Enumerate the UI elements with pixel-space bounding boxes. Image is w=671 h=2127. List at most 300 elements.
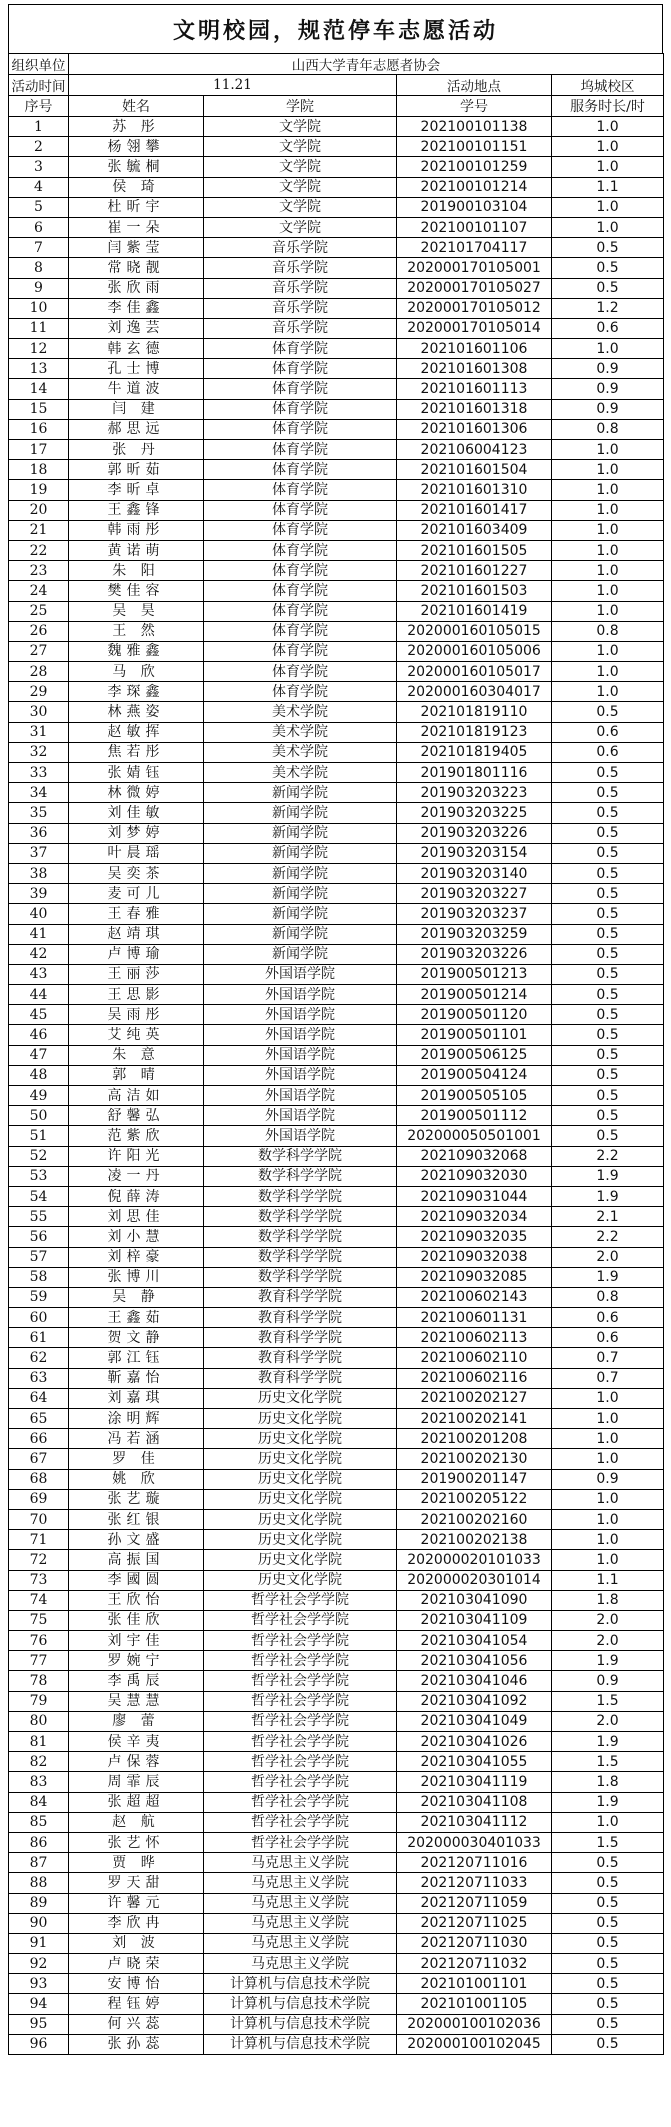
table-row bbox=[9, 1590, 664, 1610]
row-number: 51 bbox=[9, 1126, 69, 1146]
row-number: 54 bbox=[9, 1186, 69, 1206]
student-name: 许馨元 bbox=[69, 1893, 204, 1913]
student-id: 201903203226 bbox=[397, 823, 552, 843]
service-hours: 2.0 bbox=[552, 1247, 664, 1267]
row-number: 56 bbox=[9, 1227, 69, 1247]
college: 教育科学学院 bbox=[204, 1287, 397, 1307]
student-name: 王鑫茹 bbox=[69, 1308, 204, 1328]
student-name: 侯辛夷 bbox=[69, 1732, 204, 1752]
row-number: 80 bbox=[9, 1711, 69, 1731]
college: 马克思主义学院 bbox=[204, 1954, 397, 1974]
student-id: 202000170105014 bbox=[397, 318, 552, 338]
row-number: 68 bbox=[9, 1469, 69, 1489]
row-number: 28 bbox=[9, 662, 69, 682]
student-name: 张佳欣 bbox=[69, 1610, 204, 1630]
student-id: 202000170105012 bbox=[397, 298, 552, 318]
student-id: 202101001105 bbox=[397, 1994, 552, 2014]
service-hours: 0.8 bbox=[552, 1287, 664, 1307]
service-hours: 0.5 bbox=[552, 238, 664, 258]
student-name: 吴 静 bbox=[69, 1287, 204, 1307]
college: 外国语学院 bbox=[204, 1106, 397, 1126]
student-id: 201900506125 bbox=[397, 1045, 552, 1065]
student-name: 吴雨彤 bbox=[69, 1005, 204, 1025]
service-hours: 2.1 bbox=[552, 1207, 664, 1227]
college: 体育学院 bbox=[204, 480, 397, 500]
table-row bbox=[9, 1752, 664, 1772]
student-name: 刘宇佳 bbox=[69, 1631, 204, 1651]
table-row bbox=[9, 440, 664, 460]
service-hours: 2.0 bbox=[552, 1711, 664, 1731]
student-name: 张婧钰 bbox=[69, 763, 204, 783]
row-number: 73 bbox=[9, 1570, 69, 1590]
student-name: 黄诺萌 bbox=[69, 540, 204, 560]
row-number: 61 bbox=[9, 1328, 69, 1348]
student-name: 赵 航 bbox=[69, 1812, 204, 1832]
table-row bbox=[9, 1994, 664, 2014]
service-hours: 0.5 bbox=[552, 1954, 664, 1974]
student-id: 202100101214 bbox=[397, 177, 552, 197]
table-row bbox=[9, 682, 664, 702]
student-name: 程钰婷 bbox=[69, 1994, 204, 2014]
student-name: 刘逸芸 bbox=[69, 318, 204, 338]
student-id: 202000100102045 bbox=[397, 2034, 552, 2054]
college: 教育科学学院 bbox=[204, 1368, 397, 1388]
student-name: 王春雅 bbox=[69, 904, 204, 924]
row-number: 79 bbox=[9, 1691, 69, 1711]
student-name: 刘小慧 bbox=[69, 1227, 204, 1247]
table-row bbox=[9, 1146, 664, 1166]
college: 音乐学院 bbox=[204, 258, 397, 278]
row-number: 3 bbox=[9, 157, 69, 177]
service-hours: 0.5 bbox=[552, 904, 664, 924]
row-number: 95 bbox=[9, 2014, 69, 2034]
service-hours: 0.6 bbox=[552, 742, 664, 762]
student-id: 202103041055 bbox=[397, 1752, 552, 1772]
table-row bbox=[9, 1267, 664, 1287]
student-name: 朱 意 bbox=[69, 1045, 204, 1065]
row-number: 47 bbox=[9, 1045, 69, 1065]
college: 历史文化学院 bbox=[204, 1449, 397, 1469]
row-number: 94 bbox=[9, 1994, 69, 2014]
row-number: 23 bbox=[9, 561, 69, 581]
table-row bbox=[9, 1631, 664, 1651]
college: 历史文化学院 bbox=[204, 1409, 397, 1429]
service-hours: 1.1 bbox=[552, 1570, 664, 1590]
college: 哲学社会学学院 bbox=[204, 1792, 397, 1812]
college: 计算机与信息技术学院 bbox=[204, 2034, 397, 2054]
student-name: 贺文静 bbox=[69, 1328, 204, 1348]
service-hours: 0.5 bbox=[552, 1086, 664, 1106]
service-hours: 0.8 bbox=[552, 419, 664, 439]
row-number: 82 bbox=[9, 1752, 69, 1772]
college: 马克思主义学院 bbox=[204, 1853, 397, 1873]
service-hours: 0.5 bbox=[552, 1106, 664, 1126]
student-name: 张红银 bbox=[69, 1509, 204, 1529]
row-number: 90 bbox=[9, 1913, 69, 1933]
student-id: 202100602143 bbox=[397, 1287, 552, 1307]
student-name: 刘嘉琪 bbox=[69, 1388, 204, 1408]
student-id: 202100202130 bbox=[397, 1449, 552, 1469]
table-row bbox=[9, 500, 664, 520]
student-id: 202103041049 bbox=[397, 1711, 552, 1731]
college: 哲学社会学学院 bbox=[204, 1651, 397, 1671]
table-row bbox=[9, 1166, 664, 1186]
service-hours: 1.1 bbox=[552, 177, 664, 197]
row-number: 11 bbox=[9, 318, 69, 338]
table-row bbox=[9, 904, 664, 924]
student-name: 张艺怀 bbox=[69, 1832, 204, 1852]
row-number: 75 bbox=[9, 1610, 69, 1630]
row-number: 37 bbox=[9, 843, 69, 863]
student-id: 202101601306 bbox=[397, 419, 552, 439]
student-id: 202100602113 bbox=[397, 1328, 552, 1348]
row-number: 91 bbox=[9, 1933, 69, 1953]
student-name: 朱 阳 bbox=[69, 561, 204, 581]
service-hours: 1.0 bbox=[552, 440, 664, 460]
student-name: 李國圆 bbox=[69, 1570, 204, 1590]
student-id: 202103041109 bbox=[397, 1610, 552, 1630]
college: 体育学院 bbox=[204, 601, 397, 621]
row-number: 55 bbox=[9, 1207, 69, 1227]
student-name: 郭 晴 bbox=[69, 1065, 204, 1085]
table-row bbox=[9, 1711, 664, 1731]
service-hours: 0.5 bbox=[552, 1873, 664, 1893]
student-name: 林微婷 bbox=[69, 783, 204, 803]
service-hours: 0.6 bbox=[552, 318, 664, 338]
service-hours: 1.0 bbox=[552, 1449, 664, 1469]
row-number: 17 bbox=[9, 440, 69, 460]
service-hours: 0.5 bbox=[552, 1005, 664, 1025]
student-name: 罗婉宁 bbox=[69, 1651, 204, 1671]
student-id: 202000160105015 bbox=[397, 621, 552, 641]
student-id: 202109032085 bbox=[397, 1267, 552, 1287]
table-row bbox=[9, 561, 664, 581]
college: 计算机与信息技术学院 bbox=[204, 1994, 397, 2014]
service-hours: 0.8 bbox=[552, 621, 664, 641]
student-id: 202103041056 bbox=[397, 1651, 552, 1671]
student-name: 张艺璇 bbox=[69, 1489, 204, 1509]
college: 历史文化学院 bbox=[204, 1550, 397, 1570]
table-row bbox=[9, 1974, 664, 1994]
college: 哲学社会学学院 bbox=[204, 1832, 397, 1852]
student-name: 卢保蓉 bbox=[69, 1752, 204, 1772]
student-name: 李琛鑫 bbox=[69, 682, 204, 702]
row-number: 41 bbox=[9, 924, 69, 944]
table-row bbox=[9, 258, 664, 278]
student-id: 202101819110 bbox=[397, 702, 552, 722]
table-row bbox=[9, 1933, 664, 1953]
student-id: 202000160105006 bbox=[397, 641, 552, 661]
row-number: 7 bbox=[9, 238, 69, 258]
student-id: 202101601310 bbox=[397, 480, 552, 500]
student-id: 202101601308 bbox=[397, 359, 552, 379]
student-id: 202100202141 bbox=[397, 1409, 552, 1429]
student-id: 202101601417 bbox=[397, 500, 552, 520]
row-number: 93 bbox=[9, 1974, 69, 1994]
row-number: 31 bbox=[9, 722, 69, 742]
student-id: 202103041108 bbox=[397, 1792, 552, 1812]
row-number: 58 bbox=[9, 1267, 69, 1287]
student-id: 201903203225 bbox=[397, 803, 552, 823]
student-name: 吴慧慧 bbox=[69, 1691, 204, 1711]
table-row bbox=[9, 924, 664, 944]
table-row bbox=[9, 783, 664, 803]
college: 体育学院 bbox=[204, 662, 397, 682]
row-number: 53 bbox=[9, 1166, 69, 1186]
college: 体育学院 bbox=[204, 561, 397, 581]
service-hours: 1.0 bbox=[552, 682, 664, 702]
student-name: 安博怡 bbox=[69, 1974, 204, 1994]
service-hours: 1.0 bbox=[552, 1550, 664, 1570]
table-row bbox=[9, 1025, 664, 1045]
table-row bbox=[9, 238, 664, 258]
student-name: 刘梦婷 bbox=[69, 823, 204, 843]
table-row bbox=[9, 985, 664, 1005]
student-id: 202109032038 bbox=[397, 1247, 552, 1267]
student-name: 许阳光 bbox=[69, 1146, 204, 1166]
college: 外国语学院 bbox=[204, 964, 397, 984]
college: 体育学院 bbox=[204, 379, 397, 399]
student-id: 201900505105 bbox=[397, 1086, 552, 1106]
student-id: 202101601503 bbox=[397, 581, 552, 601]
student-name: 贾 晔 bbox=[69, 1853, 204, 1873]
college: 音乐学院 bbox=[204, 318, 397, 338]
student-name: 常晓靓 bbox=[69, 258, 204, 278]
service-hours: 1.0 bbox=[552, 1509, 664, 1529]
college: 历史文化学院 bbox=[204, 1530, 397, 1550]
college: 哲学社会学学院 bbox=[204, 1610, 397, 1630]
table-row bbox=[9, 1086, 664, 1106]
student-name: 张 丹 bbox=[69, 440, 204, 460]
row-number: 62 bbox=[9, 1348, 69, 1368]
college: 外国语学院 bbox=[204, 1045, 397, 1065]
row-number: 33 bbox=[9, 763, 69, 783]
student-id: 202000170105027 bbox=[397, 278, 552, 298]
service-hours: 0.6 bbox=[552, 1328, 664, 1348]
college: 哲学社会学学院 bbox=[204, 1631, 397, 1651]
row-number: 35 bbox=[9, 803, 69, 823]
table-row bbox=[9, 217, 664, 237]
row-number: 74 bbox=[9, 1590, 69, 1610]
row-number: 85 bbox=[9, 1812, 69, 1832]
service-hours: 0.5 bbox=[552, 1853, 664, 1873]
service-hours: 0.5 bbox=[552, 1913, 664, 1933]
student-id: 202000050501001 bbox=[397, 1126, 552, 1146]
college: 数学科学学院 bbox=[204, 1267, 397, 1287]
service-hours: 1.9 bbox=[552, 1186, 664, 1206]
college: 新闻学院 bbox=[204, 843, 397, 863]
table-row bbox=[9, 1005, 664, 1025]
college: 新闻学院 bbox=[204, 944, 397, 964]
table-row bbox=[9, 581, 664, 601]
table-row bbox=[9, 601, 664, 621]
student-id: 202100201208 bbox=[397, 1429, 552, 1449]
table-row bbox=[9, 662, 664, 682]
table-row bbox=[9, 944, 664, 964]
row-number: 21 bbox=[9, 520, 69, 540]
row-number: 14 bbox=[9, 379, 69, 399]
college: 数学科学学院 bbox=[204, 1166, 397, 1186]
college: 数学科学学院 bbox=[204, 1227, 397, 1247]
table-row bbox=[9, 1691, 664, 1711]
table-row bbox=[9, 1570, 664, 1590]
service-hours: 0.9 bbox=[552, 359, 664, 379]
service-hours: 1.9 bbox=[552, 1792, 664, 1812]
service-hours: 1.0 bbox=[552, 500, 664, 520]
student-id: 202101601504 bbox=[397, 460, 552, 480]
student-name: 李佳鑫 bbox=[69, 298, 204, 318]
row-number: 46 bbox=[9, 1025, 69, 1045]
student-name: 王思影 bbox=[69, 985, 204, 1005]
table-row bbox=[9, 318, 664, 338]
service-hours: 0.5 bbox=[552, 884, 664, 904]
table-row bbox=[9, 803, 664, 823]
table-row bbox=[9, 1509, 664, 1529]
table-row bbox=[9, 419, 664, 439]
service-hours: 1.0 bbox=[552, 520, 664, 540]
student-name: 王鑫锋 bbox=[69, 500, 204, 520]
volunteer-sheet bbox=[8, 4, 663, 2055]
service-hours: 0.5 bbox=[552, 1994, 664, 2014]
service-hours: 0.9 bbox=[552, 1671, 664, 1691]
table-row bbox=[9, 1954, 664, 1974]
service-hours: 0.5 bbox=[552, 823, 664, 843]
place-label: 活动地点 bbox=[397, 75, 552, 96]
student-id: 201900501112 bbox=[397, 1106, 552, 1126]
student-name: 高洁如 bbox=[69, 1086, 204, 1106]
college: 外国语学院 bbox=[204, 985, 397, 1005]
student-id: 201903203154 bbox=[397, 843, 552, 863]
row-number: 4 bbox=[9, 177, 69, 197]
table-row bbox=[9, 1812, 664, 1832]
place-value: 坞城校区 bbox=[552, 75, 664, 96]
row-number: 38 bbox=[9, 863, 69, 883]
row-number: 20 bbox=[9, 500, 69, 520]
service-hours: 0.5 bbox=[552, 863, 664, 883]
student-name: 闫紫莹 bbox=[69, 238, 204, 258]
service-hours: 1.9 bbox=[552, 1267, 664, 1287]
student-id: 202100101107 bbox=[397, 217, 552, 237]
student-id: 201900501120 bbox=[397, 1005, 552, 1025]
row-number: 19 bbox=[9, 480, 69, 500]
table-row bbox=[9, 278, 664, 298]
college: 历史文化学院 bbox=[204, 1469, 397, 1489]
college: 马克思主义学院 bbox=[204, 1933, 397, 1953]
college: 体育学院 bbox=[204, 399, 397, 419]
row-number: 77 bbox=[9, 1651, 69, 1671]
student-name: 赵敏挥 bbox=[69, 722, 204, 742]
student-name: 焦若彤 bbox=[69, 742, 204, 762]
student-id: 202120711032 bbox=[397, 1954, 552, 1974]
college: 新闻学院 bbox=[204, 803, 397, 823]
student-id: 202100602110 bbox=[397, 1348, 552, 1368]
service-hours: 1.5 bbox=[552, 1832, 664, 1852]
row-number: 64 bbox=[9, 1388, 69, 1408]
student-name: 郭江钰 bbox=[69, 1348, 204, 1368]
column-header-row bbox=[9, 96, 664, 117]
student-name: 舒馨弘 bbox=[69, 1106, 204, 1126]
row-number: 65 bbox=[9, 1409, 69, 1429]
table-row bbox=[9, 480, 664, 500]
table-row bbox=[9, 117, 664, 137]
college: 体育学院 bbox=[204, 540, 397, 560]
student-name: 孙文盛 bbox=[69, 1530, 204, 1550]
student-id: 201903203227 bbox=[397, 884, 552, 904]
student-id: 201903203226 bbox=[397, 944, 552, 964]
college: 美术学院 bbox=[204, 763, 397, 783]
table-row bbox=[9, 157, 664, 177]
row-number: 70 bbox=[9, 1509, 69, 1529]
table-row bbox=[9, 1368, 664, 1388]
student-name: 李欣冉 bbox=[69, 1913, 204, 1933]
student-name: 倪薛涛 bbox=[69, 1186, 204, 1206]
service-hours: 0.9 bbox=[552, 1469, 664, 1489]
college: 哲学社会学学院 bbox=[204, 1671, 397, 1691]
student-id: 202120711059 bbox=[397, 1893, 552, 1913]
row-number: 89 bbox=[9, 1893, 69, 1913]
table-row bbox=[9, 1348, 664, 1368]
row-number: 83 bbox=[9, 1772, 69, 1792]
service-hours: 0.9 bbox=[552, 379, 664, 399]
student-name: 麦可儿 bbox=[69, 884, 204, 904]
table-row bbox=[9, 621, 664, 641]
college: 新闻学院 bbox=[204, 884, 397, 904]
row-number: 50 bbox=[9, 1106, 69, 1126]
college: 历史文化学院 bbox=[204, 1570, 397, 1590]
service-hours: 1.0 bbox=[552, 137, 664, 157]
student-name: 吴 昊 bbox=[69, 601, 204, 621]
service-hours: 1.0 bbox=[552, 480, 664, 500]
college: 马克思主义学院 bbox=[204, 1873, 397, 1893]
row-number: 52 bbox=[9, 1146, 69, 1166]
student-name: 王 然 bbox=[69, 621, 204, 641]
service-hours: 0.7 bbox=[552, 1348, 664, 1368]
college: 美术学院 bbox=[204, 742, 397, 762]
student-id: 202100202138 bbox=[397, 1530, 552, 1550]
row-number: 63 bbox=[9, 1368, 69, 1388]
student-name: 高振国 bbox=[69, 1550, 204, 1570]
table-row bbox=[9, 1106, 664, 1126]
service-hours: 1.0 bbox=[552, 339, 664, 359]
student-name: 张超超 bbox=[69, 1792, 204, 1812]
row-number: 67 bbox=[9, 1449, 69, 1469]
student-name: 侯 琦 bbox=[69, 177, 204, 197]
student-name: 卢晓荣 bbox=[69, 1954, 204, 1974]
table-row bbox=[9, 1186, 664, 1206]
student-name: 凌一丹 bbox=[69, 1166, 204, 1186]
col-header-no: 序号 bbox=[9, 96, 69, 117]
college: 教育科学学院 bbox=[204, 1328, 397, 1348]
college: 教育科学学院 bbox=[204, 1348, 397, 1368]
college: 哲学社会学学院 bbox=[204, 1691, 397, 1711]
college: 历史文化学院 bbox=[204, 1489, 397, 1509]
row-number: 44 bbox=[9, 985, 69, 1005]
student-id: 201903203259 bbox=[397, 924, 552, 944]
row-number: 6 bbox=[9, 217, 69, 237]
col-header-name: 姓名 bbox=[69, 96, 204, 117]
student-id: 201903203140 bbox=[397, 863, 552, 883]
org-label: 组织单位 bbox=[9, 54, 69, 75]
student-id: 201901801116 bbox=[397, 763, 552, 783]
service-hours: 0.5 bbox=[552, 1933, 664, 1953]
table-row bbox=[9, 1045, 664, 1065]
service-hours: 1.0 bbox=[552, 561, 664, 581]
row-number: 57 bbox=[9, 1247, 69, 1267]
college: 音乐学院 bbox=[204, 238, 397, 258]
row-number: 22 bbox=[9, 540, 69, 560]
table-body bbox=[9, 117, 664, 2055]
row-number: 76 bbox=[9, 1631, 69, 1651]
